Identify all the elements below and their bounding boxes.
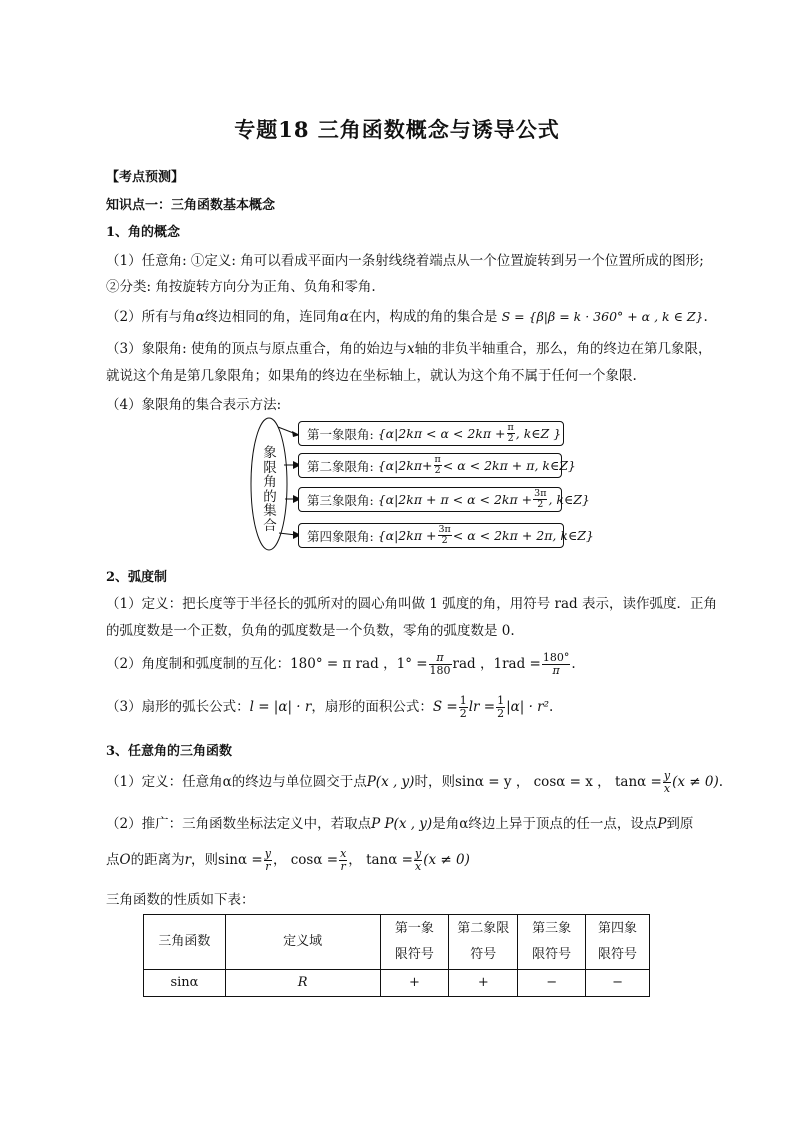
text: （3）象限角: 使角的顶点与原点重合，角的始边与 xyxy=(106,341,407,357)
fraction xyxy=(414,848,422,873)
numerator: y xyxy=(414,847,422,860)
text: （3）扇形的弧长公式： xyxy=(106,699,250,715)
fraction xyxy=(438,525,452,546)
para-radian-definition-1: （1）定义：把长度等于半径长的弧所对的圆心角叫做 1 弧度的角，用符号 rad 表示，读作弧度．正角 xyxy=(106,596,717,612)
denominator: x xyxy=(414,860,422,873)
tan-def: tanα = xyxy=(614,774,662,790)
set-expr: < α < 2kπ + 2π, k∈Z} xyxy=(452,528,594,543)
fraction xyxy=(339,848,347,873)
header-line: 第一象 xyxy=(394,921,434,936)
label-char: 的 xyxy=(263,488,277,505)
text: 点 xyxy=(106,852,120,868)
header-line: 第四象 xyxy=(598,921,638,936)
label-char: 象 xyxy=(263,445,277,461)
alpha-symbol: α xyxy=(195,309,205,325)
quadrant-1-box xyxy=(298,421,564,446)
fraction xyxy=(264,848,272,873)
quadrant-3-box xyxy=(298,487,590,512)
numerator: 180° xyxy=(542,651,570,664)
text: 到原 xyxy=(666,816,694,832)
area-formula: S = xyxy=(432,699,458,715)
text: （2）推广：三角函数坐标法定义中，若取点 xyxy=(106,816,372,832)
text: 的距离为 xyxy=(130,852,185,868)
header-line: 限符号 xyxy=(598,947,638,962)
denominator: 2 xyxy=(497,707,505,720)
alpha-symbol: α xyxy=(339,309,349,325)
text: . xyxy=(549,699,554,715)
denominator: 2 xyxy=(537,499,544,510)
text: . xyxy=(571,656,576,672)
cos-def: ， cosα = xyxy=(272,852,339,868)
fraction xyxy=(533,489,547,510)
denominator: 180 xyxy=(429,664,451,677)
denominator: 2 xyxy=(507,433,514,444)
point-p: P P(x , y) xyxy=(371,816,433,832)
heading-angle-concept: 1、角的概念 xyxy=(106,225,181,240)
text: （2）角度制和弧度制的互化：180° = π rad ，1° = xyxy=(106,656,428,672)
quadrant-label: 第二象限角: xyxy=(307,458,374,474)
cos-def: cosα = x ， xyxy=(533,774,611,790)
table-cell: − xyxy=(518,970,586,997)
text: 在内，构成的角的集合是 xyxy=(348,309,498,325)
denominator: r xyxy=(340,860,346,873)
header-cell xyxy=(380,915,449,970)
denominator: 2 xyxy=(441,535,448,546)
tan-def: ， tanα = xyxy=(348,852,413,868)
numerator: 1 xyxy=(459,694,467,707)
para-radian-definition-2: 的弧度数是一个正数，负角的弧度数是一个负数，零角的弧度数是 0. xyxy=(106,623,515,639)
numerator: x xyxy=(340,847,347,860)
text: rad ，1rad = xyxy=(452,656,541,672)
set-expr: {α|2kπ + π < α < 2kπ + xyxy=(377,492,533,507)
table-cell: R xyxy=(225,970,380,997)
quadrant-4-box xyxy=(298,523,594,548)
fraction xyxy=(496,695,505,720)
para-quadrant-angle-1 xyxy=(106,337,712,357)
table-cell: + xyxy=(449,970,518,997)
denominator: π xyxy=(552,664,560,677)
tan-condition: (x ≠ 0) xyxy=(672,774,719,790)
sin-def: sinα = y ， xyxy=(454,774,530,790)
set-expr: < α < 2kπ + π, k∈Z} xyxy=(442,458,576,473)
header-line: 符号 xyxy=(470,947,497,962)
x-symbol: x xyxy=(406,341,415,357)
label-char: 合 xyxy=(263,517,277,534)
header-cell xyxy=(449,915,518,970)
diagram-center-label xyxy=(258,446,282,533)
set-expr: , k∈Z } xyxy=(515,426,562,441)
heading-trig-functions: 3、任意角的三角函数 xyxy=(106,744,233,759)
denominator: 2 xyxy=(459,707,467,720)
para-trig-generalization-1 xyxy=(106,812,693,832)
table-intro: 三角函数的性质如下表： xyxy=(106,892,255,908)
r-symbol: r xyxy=(184,852,192,868)
label-char: 集 xyxy=(263,503,277,519)
para-sector-formulas xyxy=(106,691,553,723)
para-quadrant-set-intro: （4）象限角的集合表示方法: xyxy=(106,397,282,413)
table-header-row xyxy=(144,915,650,970)
numerator: 3π xyxy=(534,488,547,499)
tan-condition: (x ≠ 0) xyxy=(423,852,470,868)
header-cell: 三角函数 xyxy=(144,915,226,970)
set-expr: {α|2kπ + xyxy=(377,528,437,543)
denominator: r xyxy=(265,860,271,873)
numerator: π xyxy=(507,422,514,433)
quadrant-2-box xyxy=(298,453,576,478)
text: . xyxy=(718,774,724,790)
quadrant-label: 第四象限角: xyxy=(307,528,374,544)
table-row xyxy=(144,970,650,997)
point-p: P(x , y) xyxy=(366,774,415,790)
quadrant-label: 第一象限角: xyxy=(307,426,374,442)
set-expr: , k∈Z} xyxy=(548,492,590,507)
fraction xyxy=(429,652,452,677)
denominator: x xyxy=(663,782,671,795)
para-degree-radian-conversion xyxy=(106,648,576,680)
para-trig-generalization-2 xyxy=(106,844,470,876)
set-expr: {α|2kπ+ xyxy=(377,458,433,473)
para-coterminal-angles: （2）所有与角α终边相同的角，连同角α在内，构成的角的集合是 S = {β|β = k · 360° + α , k ∈ Z}. xyxy=(106,309,708,325)
label-char: 角 xyxy=(263,474,277,490)
point-symbol: P xyxy=(657,816,667,832)
numerator: π xyxy=(429,652,452,665)
header-cell xyxy=(586,915,650,970)
table-cell: + xyxy=(380,970,449,997)
para-arbitrary-angle: （1）任意角: ①定义: 角可以看成平面内一条射线绕着端点从一个位置旋转到另一个位置所成的图形; xyxy=(106,253,704,269)
numerator: 1 xyxy=(497,694,505,707)
text: 轴的非负半轴重合，那么，角的终边在第几象限， xyxy=(414,341,712,357)
para-quadrant-angle-2: 就说这个角是第几象限角；如果角的终边在坐标轴上，就认为这个角不属于任何一个象限. xyxy=(106,368,637,384)
para-trig-definition xyxy=(106,766,723,798)
set-expr: {α|2kπ < α < 2kπ + xyxy=(377,426,506,441)
label-char: 限 xyxy=(263,459,277,476)
fraction xyxy=(507,423,515,444)
text: 终边相同的角，连同角 xyxy=(204,309,340,325)
origin-symbol: O xyxy=(119,852,131,868)
header-line: 限符号 xyxy=(394,947,434,962)
text: （1）定义：任意角α的终边与单位圆交于点 xyxy=(106,774,367,790)
denominator: 2 xyxy=(434,465,441,476)
para-angle-classification: ②分类: 角按旋转方向分为正角、负角和零角. xyxy=(106,279,376,295)
text: ，扇形的面积公式： xyxy=(311,699,433,715)
sin-def: sinα = xyxy=(218,852,263,868)
text: 时，则 xyxy=(414,774,455,790)
numerator: 3π xyxy=(438,524,451,535)
text: ，则 xyxy=(191,852,219,868)
header-cell xyxy=(518,915,586,970)
fraction xyxy=(459,695,468,720)
text: 是角α终边上异于顶点的任一点，设点 xyxy=(432,816,658,832)
numerator: π xyxy=(434,454,441,465)
text: （2）所有与角 xyxy=(106,309,196,325)
page-title: 专题18 三角函数概念与诱导公式 xyxy=(234,117,560,142)
section-header: 【考点预测】 xyxy=(106,170,185,185)
table-cell: sinα xyxy=(144,970,226,997)
arc-length-formula: l = |α| · r xyxy=(249,699,312,715)
header-line: 第三象 xyxy=(532,921,572,936)
knowledge-point: 知识点一：三角函数基本概念 xyxy=(106,198,276,213)
area-formula: lr = xyxy=(468,699,496,715)
fraction xyxy=(542,652,571,677)
table-cell: − xyxy=(586,970,650,997)
header-line: 限符号 xyxy=(532,947,572,962)
coterminal-set-formula: S = {β|β = k · 360° + α , k ∈ Z} xyxy=(501,309,704,324)
trig-properties-table xyxy=(143,914,650,997)
numerator: y xyxy=(264,847,271,860)
fraction xyxy=(434,455,442,476)
quadrant-label: 第三象限角: xyxy=(307,492,374,508)
heading-radian: 2、弧度制 xyxy=(106,570,168,585)
area-formula: |α| · r² xyxy=(506,699,550,715)
numerator: y xyxy=(663,769,671,782)
fraction xyxy=(663,770,671,795)
header-line: 第二象限 xyxy=(457,921,510,936)
header-cell: 定义域 xyxy=(225,915,380,970)
